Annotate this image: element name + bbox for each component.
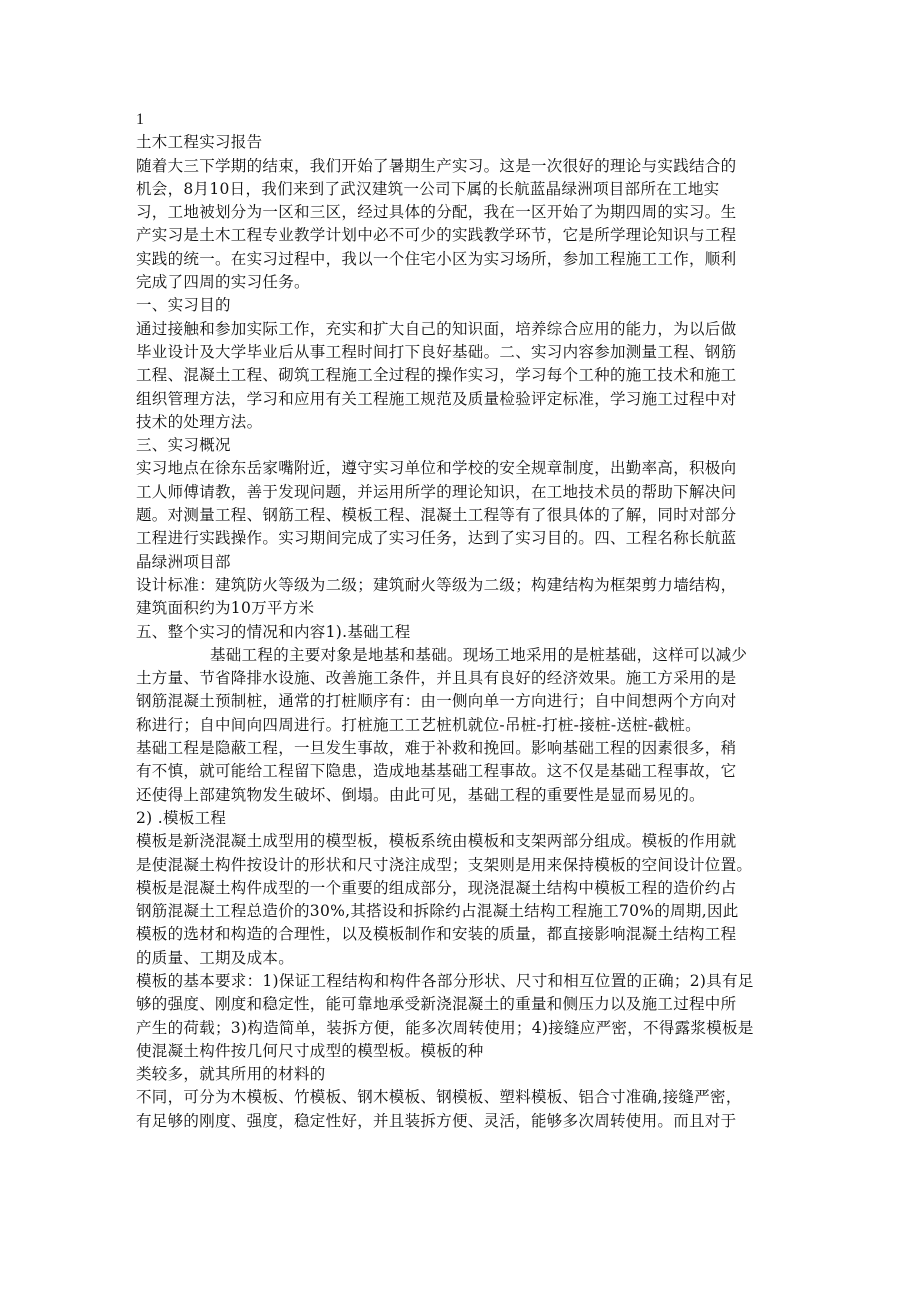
text-line: 还使得上部建筑物发生破坏、倒塌。由此可见，基础工程的重要性是显而易见的。 — [136, 785, 705, 804]
text-line: 有足够的刚度、强度，稳定性好，并且装拆方便、灵活，能够多次周转使用。而且对于 — [136, 1111, 737, 1130]
text-line: 工程进行实践操作。实习期间完成了实习任务，达到了实习目的。四、工程名称长航蓝 — [136, 529, 737, 548]
text-line: 模板是混凝土构件成型的一个重要的组成部分，现浇混凝土结构中模板工程的造价约占 — [136, 878, 737, 897]
text-line: 习，工地被划分为一区和三区，经过具体的分配，我在一区开始了为期四周的实习。生 — [136, 203, 737, 222]
page-number: 1 — [136, 111, 145, 128]
document-title: 土木工程实习报告 — [136, 133, 263, 152]
text-line: 基础工程是隐蔽工程，一旦发生事故，难于补救和挽回。影响基础工程的因素很多，稍 — [136, 739, 737, 758]
text-line: 使混凝土构件按几何尺寸成型的模型板。模板的种 — [136, 1041, 484, 1060]
text-line: 工程、混凝土工程、砌筑工程施工全过程的操作实习，学习每个工种的施工技术和施工 — [136, 366, 737, 385]
text-line: 模板的基本要求：1)保证工程结构和构件各部分形状、尺寸和相互位置的正确；2)具有足 — [136, 971, 754, 990]
section-heading: 五、整个实习的情况和内容1).基础工程 — [136, 622, 411, 641]
section-heading: 三、实习概况 — [136, 436, 231, 455]
text-line: 工人师傅请教，善于发现问题，并运用所学的理论知识，在工地技术员的帮助下解决问 — [136, 482, 737, 501]
text-line: 是使混凝土构件按设计的形状和尺寸浇注成型；支架则是用来保持模板的空间设计位置。 — [136, 855, 753, 874]
text-line: 通过接触和参加实际工作，充实和扩大自己的知识面，培养综合应用的能力，为以后做 — [136, 319, 737, 338]
text-line: 组织管理方法，学习和应用有关工程施工规范及质量检验评定标准，学习施工过程中对 — [136, 389, 737, 408]
text-line: 称进行；自中间向四周进行。打桩施工工艺桩机就位-吊桩-打桩-接桩-送桩-截桩。 — [136, 715, 701, 734]
text-line: 不同，可分为木模板、竹模板、钢木模板、钢模板、塑料模板、铝合寸准确,接缝严密， — [136, 1088, 742, 1107]
text-line-indented: 基础工程的主要对象是地基和基础。现场工地采用的是桩基础，这样可以减少 — [210, 645, 748, 664]
text-line: 晶绿洲项目部 — [136, 552, 231, 571]
text-line: 随着大三下学期的结束，我们开始了暑期生产实习。这是一次很好的理论与实践结合的 — [136, 156, 737, 175]
text-line: 够的强度、刚度和稳定性，能可靠地承受新浇混凝土的重量和侧压力以及施工过程中所 — [136, 995, 737, 1014]
text-line: 建筑面积约为10万平方米 — [136, 599, 315, 618]
text-line: 有不慎，就可能给工程留下隐患，造成地基基础工程事故。这不仅是基础工程事故，它 — [136, 762, 737, 781]
document-page — [136, 108, 800, 1133]
text-line: 模板是新浇混凝土成型用的模型板，模板系统由模板和支架两部分组成。模板的作用就 — [136, 832, 737, 851]
text-line: 类较多，就其所用的材料的 — [136, 1065, 326, 1084]
text-line: 实践的统一。在实习过程中，我以一个住宅小区为实习场所，参加工程施工工作，顺利 — [136, 249, 737, 268]
section-heading: 2) .模板工程 — [136, 808, 227, 827]
text-line: 产实习是土木工程专业教学计划中必不可少的实践教学环节，它是所学理论知识与工程 — [136, 226, 737, 245]
text-line: 钢筋混凝土工程总造价的30%,其搭设和拆除约占混凝土结构工程施工70%的周期,因此 — [136, 902, 739, 921]
text-line: 钢筋混凝土预制桩，通常的打桩顺序有：由一侧向单一方向进行；自中间想两个方向对 — [136, 692, 737, 711]
text-line: 完成了四周的实习任务。 — [136, 273, 310, 292]
text-line: 模板的选材和构造的合理性，以及模板制作和安装的质量，都直接影响混凝土结构工程 — [136, 925, 737, 944]
text-line: 毕业设计及大学毕业后从事工程时间打下良好基础。二、实习内容参加测量工程、钢筋 — [136, 342, 737, 361]
section-heading: 一、实习目的 — [136, 296, 231, 315]
text-line: 机会，8月10日，我们来到了武汉建筑一公司下属的长航蓝晶绿洲项目部所在工地实 — [136, 179, 720, 198]
text-line: 产生的荷载；3)构造简单，装拆方便，能多次周转使用；4)接缝应严密，不得露浆模板是 — [136, 1018, 754, 1037]
text-line: 的质量、工期及成本。 — [136, 948, 295, 967]
text-line: 设计标准：建筑防火等级为二级；建筑耐火等级为二级；构建结构为框架剪力墙结构， — [136, 575, 737, 594]
text-line: 实习地点在徐东岳家嘴附近，遵守实习单位和学校的安全规章制度，出勤率高，积极向 — [136, 459, 737, 478]
text-line: 土方量、节省降排水设施、改善施工条件，并且具有良好的经济效果。施工方采用的是 — [136, 669, 737, 688]
text-line: 技术的处理方法。 — [136, 412, 263, 431]
text-line: 题。对测量工程、钢筋工程、模板工程、混凝土工程等有了很具体的了解，同时对部分 — [136, 506, 737, 525]
